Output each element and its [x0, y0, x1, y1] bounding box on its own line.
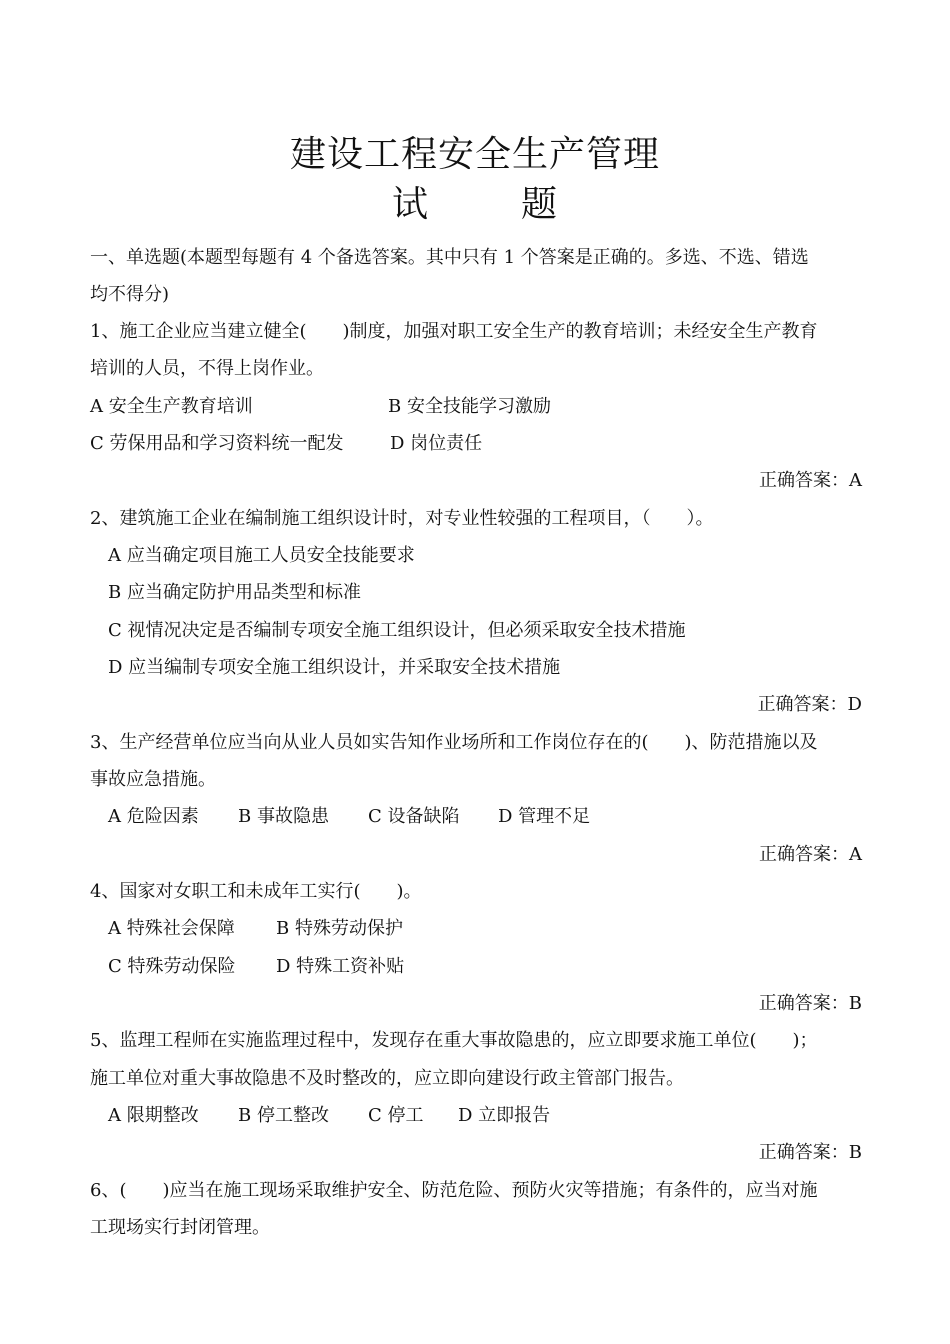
section-instructions-line-2: 均不得分) — [90, 284, 170, 305]
question-1-line-2: 培训的人员，不得上岗作业。 — [90, 358, 324, 379]
question-5-line-1: 5、监理工程师在实施监理过程中，发现存在重大事故隐患的，应立即要求施工单位( )； — [90, 1030, 818, 1051]
question-5-option-a: A 限期整改 — [108, 1105, 199, 1126]
question-2-line-1: 2、建筑施工企业在编制施工组织设计时，对专业性较强的工程项目，（ ）。 — [90, 508, 714, 529]
question-5-answer: 正确答案：B — [758, 1142, 862, 1163]
question-4-option-a: A 特殊社会保障 — [108, 918, 235, 939]
question-2-option-c: C 视情况决定是否编制专项安全施工组织设计，但必须采取安全技术措施 — [108, 620, 686, 641]
subtitle-char-1: 试 — [391, 184, 429, 225]
question-3-options — [108, 804, 590, 830]
question-3-option-a: A 危险因素 — [108, 806, 199, 827]
question-1-option-a: A 安全生产教育培训 — [90, 396, 253, 417]
question-1-option-c: C 劳保用品和学习资料统一配发 — [90, 433, 344, 454]
question-1-answer: 正确答案：A — [759, 470, 862, 491]
question-5-options — [108, 1103, 550, 1129]
question-3-line-2: 事故应急措施。 — [90, 769, 216, 790]
question-1-options-row-1 — [90, 394, 551, 420]
question-2-answer: 正确答案：D — [757, 694, 862, 715]
question-1-line-1: 1、施工企业应当建立健全( )制度，加强对职工安全生产的教育培训；未经安全生产教育 — [90, 321, 818, 342]
question-2-option-b: B 应当确定防护用品类型和标准 — [108, 582, 361, 603]
question-3-option-d: D 管理不足 — [498, 806, 591, 827]
question-4-options-row-2 — [108, 954, 404, 980]
question-4-option-b: B 特殊劳动保护 — [276, 918, 403, 939]
question-4-line-1: 4、国家对女职工和未成年工实行( )。 — [90, 881, 422, 902]
question-4-option-d: D 特殊工资补贴 — [276, 956, 405, 977]
question-3-answer: 正确答案：A — [759, 844, 862, 865]
section-instructions-line-1: 一、单选题(本题型每题有 4 个备选答案。其中只有 1 个答案是正确的。多选、不选、错选 — [90, 247, 809, 268]
question-5-option-c: C 停工 — [368, 1105, 424, 1126]
document-subtitle — [0, 176, 950, 227]
question-3-line-1: 3、生产经营单位应当向从业人员如实告知作业场所和工作岗位存在的( )、防范措施以及 — [90, 732, 818, 753]
document-title: 建设工程安全生产管理 — [289, 134, 660, 175]
question-3-option-b: B 事故隐患 — [238, 806, 329, 827]
question-4-options-row-1 — [108, 916, 403, 942]
question-1-option-b: B 安全技能学习激励 — [388, 396, 551, 417]
question-6-line-2: 工现场实行封闭管理。 — [90, 1217, 270, 1238]
subtitle-char-2: 题 — [521, 184, 559, 225]
question-3-option-c: C 设备缺陷 — [368, 806, 460, 827]
question-6-line-1: 6、( )应当在施工现场采取维护安全、防范危险、预防火灾等措施；有条件的，应当对施 — [90, 1180, 818, 1201]
question-2-option-a: A 应当确定项目施工人员安全技能要求 — [108, 545, 415, 566]
question-4-answer: 正确答案：B — [758, 993, 862, 1014]
question-2-option-d: D 应当编制专项安全施工组织设计，并采取安全技术措施 — [108, 657, 561, 678]
question-5-option-b: B 停工整改 — [238, 1105, 329, 1126]
question-1-option-d: D 岗位责任 — [390, 433, 483, 454]
question-1-options-row-2 — [90, 431, 482, 457]
question-5-line-2: 施工单位对重大事故隐患不及时整改的，应立即向建设行政主管部门报告。 — [90, 1068, 684, 1089]
question-4-option-c: C 特殊劳动保险 — [108, 956, 236, 977]
question-5-option-d: D 立即报告 — [458, 1105, 551, 1126]
